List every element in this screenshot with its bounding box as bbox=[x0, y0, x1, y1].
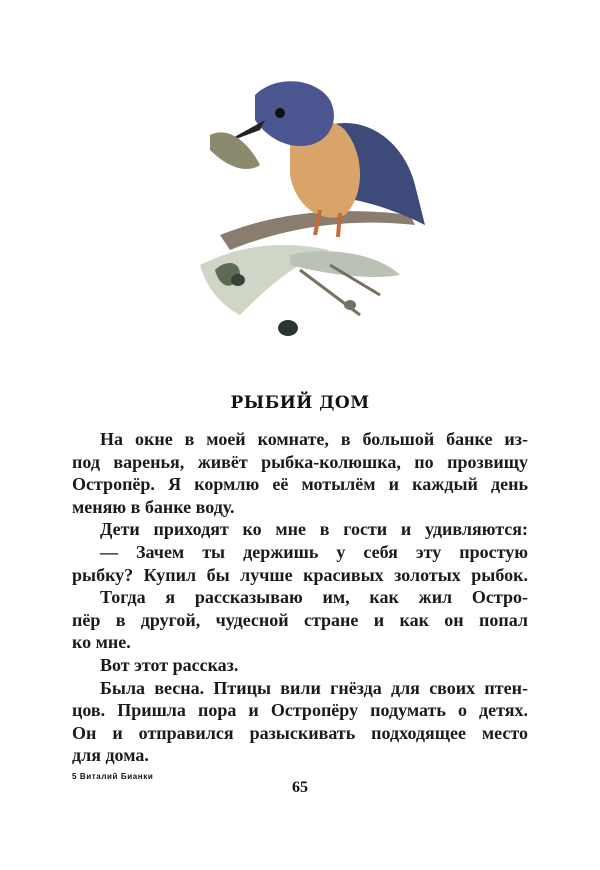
text-line: ко мне. bbox=[72, 632, 131, 653]
text-line: Дети приходят ко мне в гости и удивляются: bbox=[100, 519, 528, 540]
text-line: Остропёр. Я кормлю её мотылём и каждый день bbox=[72, 474, 528, 495]
page-number: 65 bbox=[292, 779, 308, 796]
text-line: меняю в банке воду. bbox=[72, 496, 235, 517]
text-line: пёр в другой, чудесной стране и как он попал bbox=[72, 609, 528, 630]
kingfisher-illustration bbox=[180, 65, 440, 360]
text-line: цов. Пришла пора и Остропёру подумать о детях. bbox=[72, 700, 528, 721]
text-line: Тогда я рассказываю им, как жил Остро- bbox=[100, 587, 528, 608]
text-line: — Зачем ты держишь у себя эту простую bbox=[100, 541, 528, 562]
branch bbox=[200, 211, 415, 336]
text-line: рыбку? Купил бы лучше красивых золотых рыбок. bbox=[72, 564, 528, 585]
text-line: под варенья, живёт рыбка-колюшка, по прозвищу bbox=[72, 451, 528, 472]
signature-footnote: 5 Виталий Бианки bbox=[72, 772, 154, 781]
text-line: Вот этот рассказ. bbox=[100, 654, 239, 675]
text-line: для дома. bbox=[72, 745, 149, 766]
text-line: Была весна. Птицы вили гнёзда для своих птен- bbox=[100, 677, 528, 698]
text-line: На окне в моей комнате, в большой банке из- bbox=[100, 429, 528, 449]
chapter-title: РЫБИЙ ДОМ bbox=[230, 393, 370, 413]
body-text bbox=[72, 428, 528, 767]
text-line: Он и отправился разыскивать подходящее место bbox=[72, 722, 528, 743]
